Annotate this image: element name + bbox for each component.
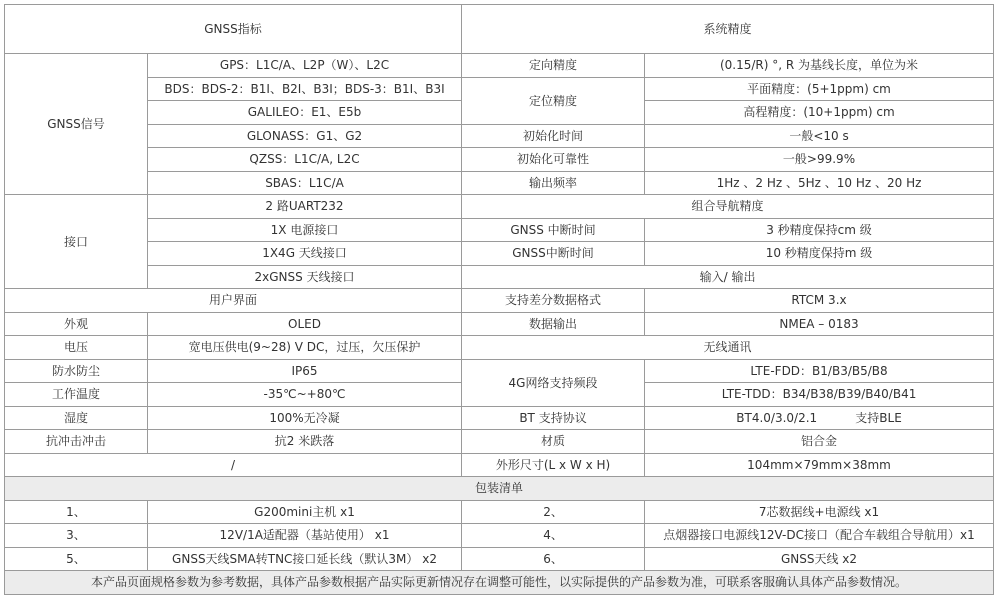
init-time-value: 一般<10 s — [645, 124, 994, 148]
diff-format-label: 支持差分数据格式 — [462, 289, 645, 313]
table-row — [5, 359, 994, 383]
table-row — [5, 289, 994, 313]
table-row — [5, 312, 994, 336]
init-reliability-value: 一般>99.9% — [645, 148, 994, 172]
spec-table — [4, 4, 994, 595]
table-row — [5, 218, 994, 242]
material-value: 铝合金 — [645, 430, 994, 454]
packing-item: 点烟器接口电源线12V-DC接口（配合车载组合导航用）x1 — [645, 524, 994, 548]
shock-value: 抗2 米跌落 — [148, 430, 462, 454]
interface-4g-antenna: 1X4G 天线接口 — [148, 242, 462, 266]
data-output-value: NMEA – 0183 — [645, 312, 994, 336]
data-output-label: 数据输出 — [462, 312, 645, 336]
packing-index: 2、 — [462, 500, 645, 524]
temperature-value: -35℃~+80℃ — [148, 383, 462, 407]
init-reliability-label: 初始化可靠性 — [462, 148, 645, 172]
interface-label: 接口 — [5, 195, 148, 289]
packing-item: 7芯数据线+电源线 x1 — [645, 500, 994, 524]
gnss-signal-label: GNSS信号 — [5, 54, 148, 195]
packing-item: GNSS天线SMA转TNC接口延长线（默认3M） x2 — [148, 547, 462, 571]
init-time-label: 初始化时间 — [462, 124, 645, 148]
packing-item: G200mini主机 x1 — [148, 500, 462, 524]
gnss-sbas: SBAS：L1C/A — [148, 171, 462, 195]
header-system-accuracy: 系统精度 — [462, 5, 994, 54]
table-row — [5, 242, 994, 266]
packing-row — [5, 547, 994, 571]
packing-row — [5, 524, 994, 548]
output-freq-value: 1Hz 、2 Hz 、5Hz 、10 Hz 、20 Hz — [645, 171, 994, 195]
packing-index: 4、 — [462, 524, 645, 548]
packing-item: 12V/1A适配器（基站使用） x1 — [148, 524, 462, 548]
voltage-value: 宽电压供电(9~28) V DC，过压，欠压保护 — [148, 336, 462, 360]
gnss-qzss: QZSS：L1C/A, L2C — [148, 148, 462, 172]
blank-cell: / — [5, 453, 462, 477]
orientation-value: (0.15/R) °, R 为基线长度，单位为米 — [645, 54, 994, 78]
table-row — [5, 148, 994, 172]
header-gnss-spec: GNSS指标 — [5, 5, 462, 54]
waterproof-label: 防水防尘 — [5, 359, 148, 383]
orientation-label: 定向精度 — [462, 54, 645, 78]
position-accuracy-label: 定位精度 — [462, 77, 645, 124]
table-row — [5, 54, 994, 78]
voltage-label: 电压 — [5, 336, 148, 360]
io-title: 输入/ 输出 — [462, 265, 994, 289]
diff-format-value: RTCM 3.x — [645, 289, 994, 313]
gnss-gps: GPS：L1C/A、L2P（W）、L2C — [148, 54, 462, 78]
lte-tdd-value: LTE-TDD：B34/B38/B39/B40/B41 — [645, 383, 994, 407]
gnss-outage-value-1: 3 秒精度保持cm 级 — [645, 218, 994, 242]
packing-index: 6、 — [462, 547, 645, 571]
gnss-galileo: GALILEO：E1、E5b — [148, 101, 462, 125]
packing-index: 1、 — [5, 500, 148, 524]
humidity-label: 湿度 — [5, 406, 148, 430]
gnss-bds: BDS：BDS-2：B1I、B2I、B3I；BDS-3：B1I、B3I — [148, 77, 462, 101]
bt-label: BT 支持协议 — [462, 406, 645, 430]
interface-power: 1X 电源接口 — [148, 218, 462, 242]
packing-row — [5, 500, 994, 524]
packing-index: 3、 — [5, 524, 148, 548]
shock-label: 抗冲击冲击 — [5, 430, 148, 454]
vertical-accuracy-value: 高程精度：(10+1ppm) cm — [645, 101, 994, 125]
packing-title-row — [5, 477, 994, 501]
gnss-outage-label-2: GNSS中断时间 — [462, 242, 645, 266]
humidity-value: 100%无冷凝 — [148, 406, 462, 430]
interface-gnss-antenna: 2xGNSS 天线接口 — [148, 265, 462, 289]
table-row — [5, 406, 994, 430]
bt-value: BT4.0/3.0/2.1 支持BLE — [645, 406, 994, 430]
table-row — [5, 336, 994, 360]
footer-row — [5, 571, 994, 595]
wireless-title: 无线通讯 — [462, 336, 994, 360]
appearance-value: OLED — [148, 312, 462, 336]
disclaimer-note: 本产品页面规格参数为参考数据，具体产品参数根据产品实际更新情况存在调整可能性，以实际提供的产品参数为准，可联系客服确认具体产品参数情况。 — [5, 571, 994, 595]
table-row — [5, 430, 994, 454]
appearance-label: 外观 — [5, 312, 148, 336]
ui-title: 用户界面 — [5, 289, 462, 313]
size-value: 104mm×79mm×38mm — [645, 453, 994, 477]
table-row — [5, 265, 994, 289]
output-freq-label: 输出频率 — [462, 171, 645, 195]
table-row — [5, 171, 994, 195]
packing-index: 5、 — [5, 547, 148, 571]
gnss-outage-value-2: 10 秒精度保持m 级 — [645, 242, 994, 266]
lte-fdd-value: LTE-FDD：B1/B3/B5/B8 — [645, 359, 994, 383]
material-label: 材质 — [462, 430, 645, 454]
table-row — [5, 195, 994, 219]
ins-accuracy-title: 组合导航精度 — [462, 195, 994, 219]
packing-list-title: 包装清单 — [5, 477, 994, 501]
waterproof-value: IP65 — [148, 359, 462, 383]
table-row — [5, 124, 994, 148]
table-row — [5, 77, 994, 101]
horizontal-accuracy-value: 平面精度：(5+1ppm) cm — [645, 77, 994, 101]
spec-table-container — [4, 4, 994, 595]
packing-item: GNSS天线 x2 — [645, 547, 994, 571]
temperature-label: 工作温度 — [5, 383, 148, 407]
gnss-glonass: GLONASS：G1、G2 — [148, 124, 462, 148]
interface-uart: 2 路UART232 — [148, 195, 462, 219]
band-label: 4G网络支持频段 — [462, 359, 645, 406]
header-row — [5, 5, 994, 54]
table-row — [5, 453, 994, 477]
gnss-outage-label-1: GNSS 中断时间 — [462, 218, 645, 242]
size-label: 外形尺寸(L x W x H) — [462, 453, 645, 477]
